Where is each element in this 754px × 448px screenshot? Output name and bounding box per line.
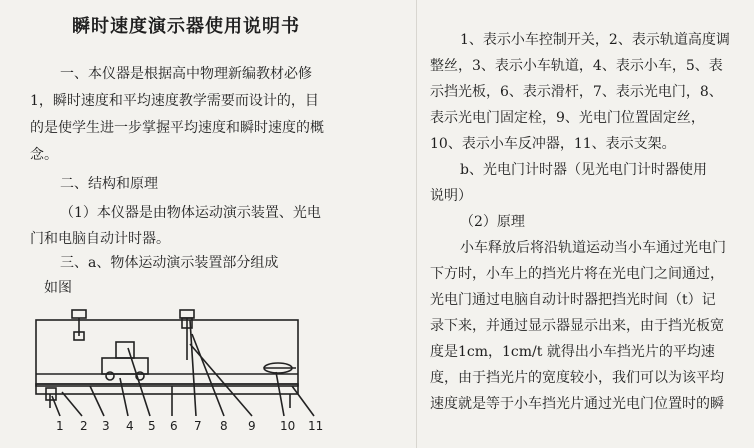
figure-label: 8 <box>220 419 228 433</box>
paragraph-line: 1，瞬时速度和平均速度教学需要而设计的，目 <box>30 93 319 109</box>
leader-line <box>90 386 104 416</box>
figure-label: 2 <box>80 419 88 433</box>
section-heading: 三、a、物体运动演示装置部分组成 <box>60 255 279 271</box>
paragraph-line: 一、本仪器是根据高中物理新编教材必修 <box>60 66 312 82</box>
right-column <box>430 0 754 448</box>
paragraph-line: 表示光电门固定栓，9、光电门位置固定丝， <box>430 110 705 126</box>
paragraph-line: 度是1cm，1cm/t 就得出小车挡光片的平均速 <box>430 344 715 360</box>
figure-label: 4 <box>126 419 134 433</box>
flag-plate <box>116 342 134 358</box>
leader-line <box>292 386 314 416</box>
paragraph-line: b、光电门计时器（见光电门计时器使用 <box>460 162 707 178</box>
figure-label: 1 <box>56 419 64 433</box>
leader-line <box>192 334 224 416</box>
section-heading: 二、结构和原理 <box>60 176 158 192</box>
figure-label: 6 <box>170 419 178 433</box>
paragraph-line: 光电门通过电脑自动计时器把挡光时间（t）记 <box>430 292 716 308</box>
photogate-clamp <box>180 310 194 318</box>
figure-label: 9 <box>248 419 256 433</box>
track-body <box>36 320 298 386</box>
section-heading: （2）原理 <box>460 214 525 230</box>
paragraph-line: 小车释放后将沿轨道运动当小车通过光电门 <box>460 240 726 256</box>
figure-label: 10 <box>280 419 296 433</box>
paragraph-line: 念。 <box>30 147 58 163</box>
leader-line <box>190 344 252 416</box>
figure-label: 7 <box>194 419 202 433</box>
figure-caption: 如图 <box>44 280 72 296</box>
paragraph-line: 整丝，3、表示小车轨道，4、表示小车，5、表 <box>430 58 723 74</box>
paragraph-line: 度，由于挡光片的宽度较小，我们可以为该平均 <box>430 370 724 386</box>
paragraph-line: 示挡光板，6、表示滑杆，7、表示光电门，8、 <box>430 84 723 100</box>
paragraph-line: 说明） <box>430 188 472 204</box>
leader-line <box>62 392 82 416</box>
paragraph-line: 的是使学生进一步掌握平均速度和瞬时速度的概 <box>30 120 324 136</box>
paragraph-line: 1、表示小车控制开关，2、表示轨道高度调 <box>460 32 730 48</box>
paragraph-line: 门和电脑自动计时器。 <box>30 231 170 247</box>
post-clamp <box>72 310 86 318</box>
document-title: 瞬时速度演示器使用说明书 <box>72 16 300 37</box>
paragraph-line: （1）本仪器是由物体运动演示装置、光电 <box>60 205 321 221</box>
figure-label: 3 <box>102 419 110 433</box>
paragraph-line: 录下来，并通过显示器显示出来，由于挡光板宽 <box>430 318 724 334</box>
figure-label: 5 <box>148 419 156 433</box>
paragraph-line: 速度就是等于小车挡光片通过光电门位置时的瞬 <box>430 396 724 412</box>
column-divider <box>416 0 417 448</box>
paragraph-line: 下方时，小车上的挡光片将在光电门之间通过， <box>430 266 724 282</box>
apparatus-figure <box>0 288 400 448</box>
figure-label: 11 <box>308 419 324 433</box>
paragraph-line: 10、表示小车反冲器，11、表示支架。 <box>430 136 676 152</box>
